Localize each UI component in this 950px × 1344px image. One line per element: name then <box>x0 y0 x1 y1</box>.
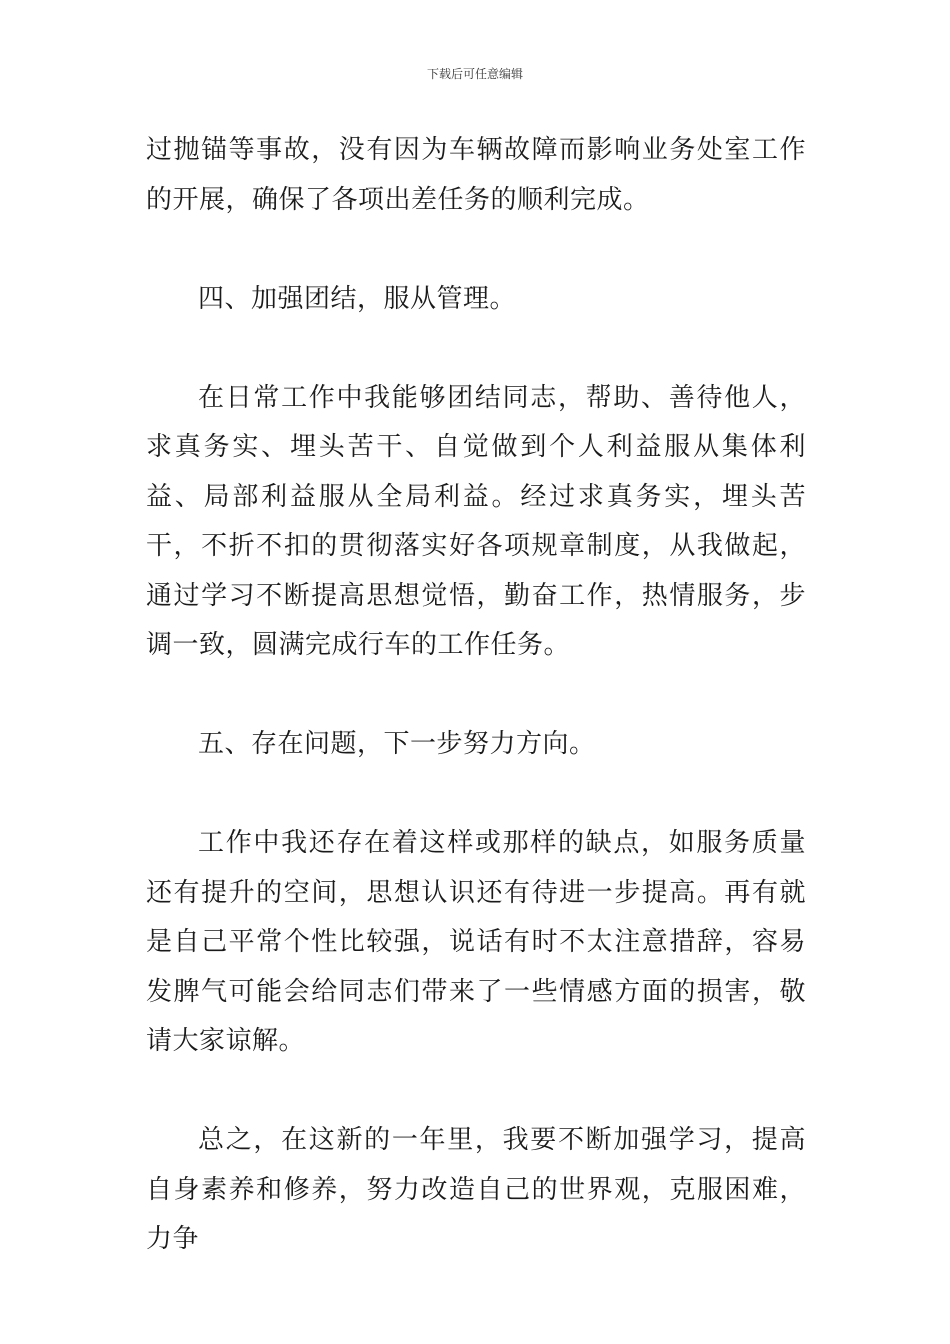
paragraph-conclusion: 总之，在这新的一年里，我要不断加强学习，提高自身素养和修养，努力改造自己的世界观，克服困难，力争 <box>146 1125 806 1254</box>
section-heading-four: 四、加强团结，服从管理。 <box>198 283 517 314</box>
section-heading-five: 五、存在问题，下一步努力方向。 <box>198 729 596 759</box>
paragraph-continuation: 过抛锚等事故，没有因为车辆故障而影响业务处室工作的开展，确保了各项出差任务的顺利完成。 <box>146 135 806 215</box>
paragraph-unity: 在日常工作中我能够团结同志，帮助、善待他人，求真务实、埋头苦干、自觉做到个人利益服从集体利益、局部利益服从全局利益。经过求真务实，埋头苦干，不折不扣的贯彻落实好各项规章制度，从我做起，通过学习不断提高思想觉悟，勤奋工作，热情服务，步调一致，圆满完成行车的工作任务。 <box>146 382 806 660</box>
page-header: 下载后可任意编辑 <box>426 67 523 81</box>
paragraph-shortcomings: 工作中我还存在着这样或那样的缺点，如服务质量还有提升的空间，思想认识还有待进一步提高。再有就是自己平常个性比较强，说话有时不太注意措辞，容易发脾气可能会给同志们带来了一些情感方面的损害，敬请大家谅解。 <box>146 828 806 1056</box>
document-body <box>146 126 806 1265</box>
